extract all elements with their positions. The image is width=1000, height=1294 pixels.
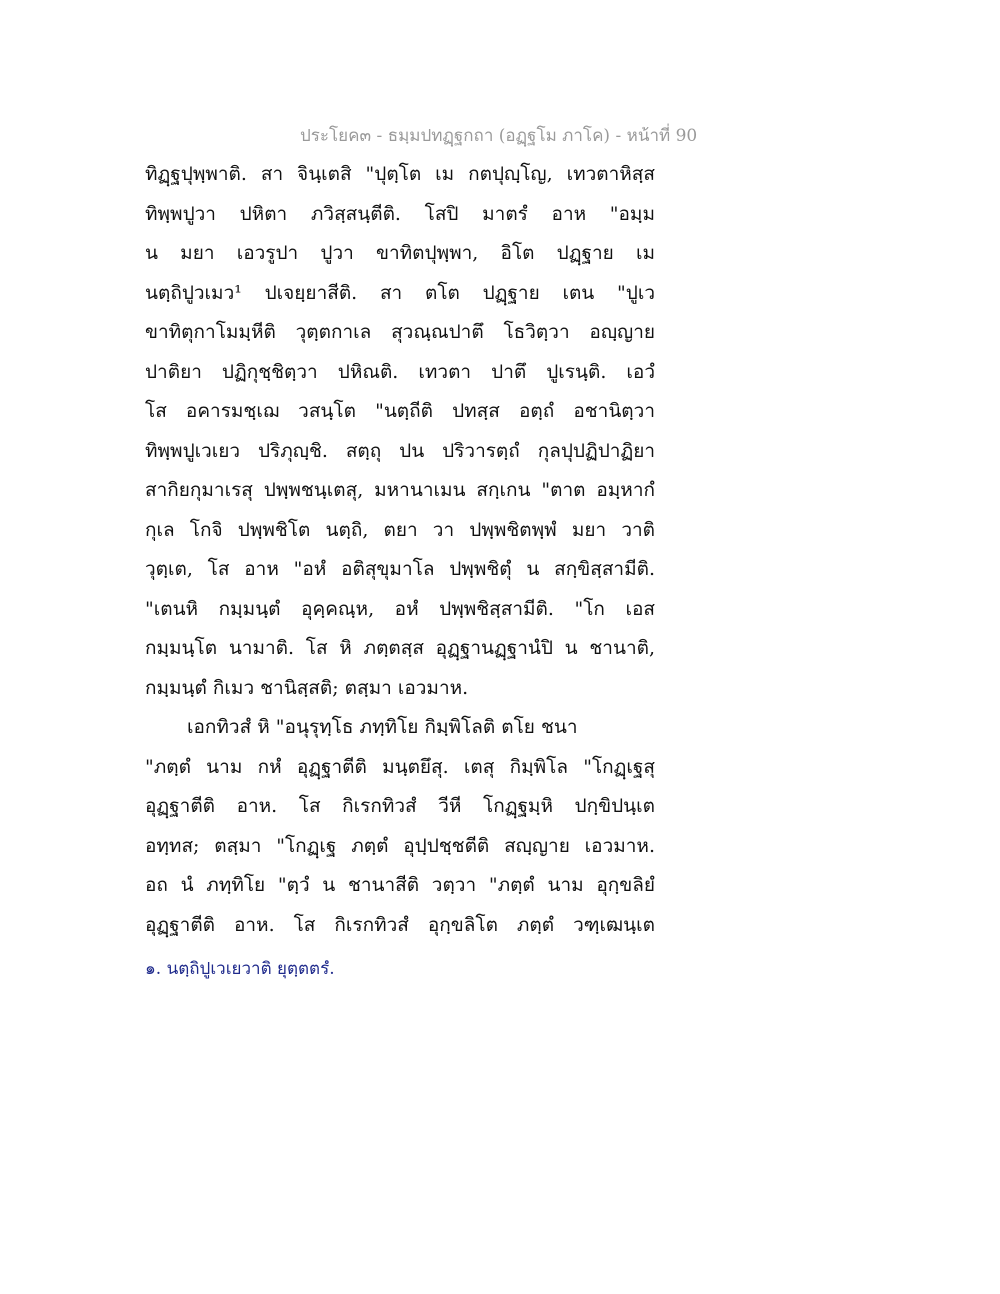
text-line: "เตนหิ กมฺมนฺตํ อุคฺคณฺห, อหํ ปพฺพชิสฺสามีติ. "โก เอส [145, 597, 655, 620]
text-line: ทิพฺพปูเวเยว ปริภุญฺชิ. สตฺถุ ปน ปริวารตฺถํ กุลปุปฏิปาฏิยา [145, 439, 655, 462]
text-line: ทิพฺพปูวา ปหิตา ภวิสฺสนฺตีติ. โสปิ มาตรํ อาห "อมฺม [145, 202, 655, 225]
text-line: วุตฺเต, โส อาห "อหํ อติสุขุมาโล ปพฺพชิตุํ น สกฺขิสฺสามีติ. [145, 558, 655, 580]
paragraph-2 [145, 713, 675, 950]
text-line: อุฏฺฐาตีติ อาห. โส กิเรกทิวสํ อุกฺขลิโต ภตฺตํ วฑฺเฒนฺเต [145, 913, 655, 936]
text-line: กมฺมนฺโต นามาติ. โส หิ ภตฺตสฺส อุฏฺฐานฏฺฐานํปิ น ชานาติ, [145, 637, 655, 659]
text-line: "ภตฺตํ นาม กหํ อุฏฺฐาตีติ มนฺตยึสุ. เตสุ กิมฺพิโล "โกฏฺเฐสุ [145, 755, 655, 778]
body-text [145, 160, 675, 950]
text-line: โส อคารมชฺเฌ วสนฺโต "นตฺถีติ ปทสฺส อตฺถํ อชานิตฺวา [145, 400, 655, 422]
text-line: ทิฏฺฐปุพฺพาติ. สา จินฺเตสิ "ปุตฺโต เม กตปุญฺโญ, เทวตาหิสฺส [145, 163, 655, 185]
text-line: อทฺทส; ตสฺมา "โกฏฺเฐ ภตฺตํ อุปฺปชฺชตีติ สญฺญาย เอวมาห. [145, 834, 655, 857]
text-line: ขาทิตุกาโมมฺหีติ วุตฺตกาเล สุวณฺณปาตึ โธวิตฺวา อญฺญาย [145, 321, 655, 343]
running-header: ประโยค๓ - ธมฺมปทฏฺฐกถา (อฏฺฐโม ภาโค) - หน้าที่ 90 [300, 126, 698, 146]
text-line: อถ นํ ภทฺทิโย "ตฺวํ น ชานาสีติ วตฺวา "ภตฺตํ นาม อุกฺขลิยํ [145, 874, 655, 896]
text-line: กุเล โกจิ ปพฺพชิโต นตฺถิ, ตยา วา ปพฺพชิตพฺพํ มยา วาติ [145, 518, 655, 541]
paragraph-1 [145, 160, 675, 713]
footnote: ๑. นตฺถิปูเวเยวาติ ยุตฺตตรํ. [145, 959, 335, 979]
text-line: นตฺถิปูวเมว¹ ปเจยฺยาสีติ. สา ตโต ปฏฺฐาย เตน "ปูเว [145, 281, 655, 304]
text-line: น มยา เอวรูปา ปูวา ขาทิตปุพฺพา, อิโต ปฏฺฐาย เม [145, 242, 655, 264]
text-line: เอกทิวสํ หิ "อนุรุทฺโธ ภทฺทิโย กิมฺพิโลติ ตโย ชนา [187, 716, 578, 738]
text-line: สากิยกุมาเรสุ ปพฺพชนฺเตสุ, มหานาเมน สกฺเกน "ตาต อมฺหากํ [145, 479, 655, 501]
text-line: กมฺมนฺตํ กิเมว ชานิสฺสติ; ตสฺมา เอวมาห. [145, 676, 469, 699]
text-line: อุฏฺฐาตีติ อาห. โส กิเรกทิวสํ วีหี โกฏฺฐมฺหิ ปกฺขิปนฺเต [145, 795, 655, 817]
text-line: ปาติยา ปฏิกุชฺชิตฺวา ปหิณติ. เทวตา ปาตึ ปูเรนฺติ. เอวํ [145, 360, 655, 383]
